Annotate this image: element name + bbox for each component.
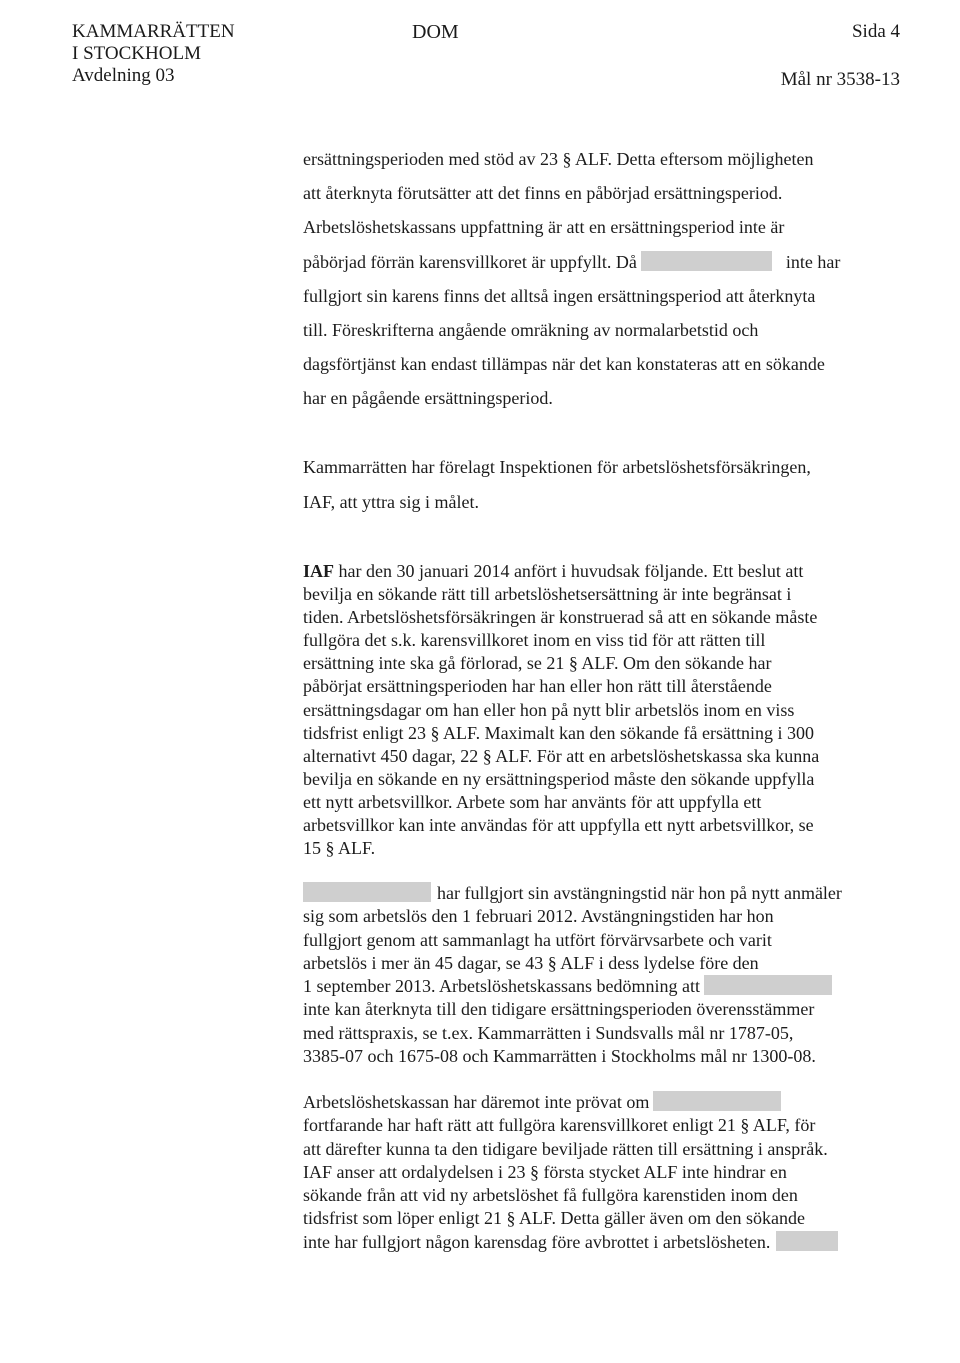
text-fragment: Arbetslöshetskassan har däremot inte prövat om (303, 1092, 650, 1112)
text-line: ersättningsperioden med stöd av 23 § ALF. Detta eftersom möjligheten (303, 149, 814, 169)
paragraph-2 (303, 450, 895, 519)
redaction-box (641, 251, 772, 271)
redaction-box (776, 1231, 838, 1251)
text-line: IAF anser att ordalydelsen i 23 § första stycket ALF inte hindrar en (303, 1161, 787, 1182)
text-line: ersättning inte ska gå förlorad, se 21 § ALF. Om den sökande har (303, 653, 772, 674)
page-number: Sida 4 (851, 21, 900, 42)
text-line: Kammarrätten har förelagt Inspektionen för arbetslöshetsförsäkringen, (303, 457, 811, 477)
paragraph-3 (303, 560, 895, 860)
text-line: sig som arbetslös den 1 februari 2012. Avstängningstiden har hon (303, 906, 774, 927)
text-line: arbetslös i mer än 45 dagar, se 43 § ALF i dess lydelse före den (303, 952, 759, 973)
text-line: tiden. Arbetslöshetsförsäkringen är konstruerad så att en sökande måste (303, 607, 818, 628)
text-line: påbörjat ersättningsperioden har han eller hon rätt till återstående (303, 676, 772, 697)
paragraph-5 (303, 1091, 895, 1254)
text-line (303, 882, 895, 905)
text-line (303, 1091, 895, 1114)
redaction-box (303, 882, 431, 902)
text-line: sökande från att vid ny arbetslöshet få fullgöra karenstiden inom den (303, 1185, 798, 1206)
division-label: Avdelning 03 (72, 65, 175, 86)
text-line: IAF, att yttra sig i målet. (303, 491, 480, 512)
text-line: 15 § ALF. (303, 838, 376, 859)
text-line: dagsförtjänst kan endast tillämpas när det kan konstateras att en sökande (303, 354, 825, 375)
text-line (303, 245, 895, 279)
text-line: att återknyta förutsätter att det finns en påbörjad ersättningsperiod. (303, 183, 783, 204)
bold-abbreviation: IAF (303, 561, 334, 581)
text-line: att därefter kunna ta den tidigare beviljade rätten till ersättning i anspråk. (303, 1138, 828, 1159)
text-line: tidsfrist som löper enligt 21 § ALF. Detta gäller även om den sökande (303, 1208, 805, 1229)
document-type: DOM (412, 21, 459, 43)
paragraph-4 (303, 882, 895, 1068)
text-line: ersättningsdagar om han eller hon på nytt blir arbetslös inom en viss (303, 699, 795, 720)
case-number: Mål nr 3538-13 (780, 69, 900, 90)
text-line: arbetsvillkor kan inte användas för att uppfylla ett nytt arbetsvillkor, se (303, 815, 814, 836)
paragraph-1 (303, 142, 895, 416)
text-line: fortfarande har haft rätt att fullgöra karensvillkoret enligt 21 § ALF, för (303, 1115, 816, 1136)
text-fragment: har fullgjort sin avstängningstid när hon på nytt anmäler (437, 883, 842, 903)
text-line: bevilja en sökande rätt till arbetslöshetsersättning är inte begränsat i (303, 584, 792, 605)
text-line: tidsfrist enligt 23 § ALF. Maximalt kan den sökande få ersättning i 300 (303, 722, 814, 743)
redaction-box (653, 1091, 781, 1111)
text-fragment: 1 september 2013. Arbetslöshetskassans bedömning att (303, 976, 700, 997)
text-line: fullgöra det s.k. karensvillkoret inom en viss tid för att rätten till (303, 630, 766, 651)
text-line: inte kan återknyta till den tidigare ersättningsperioden överensstämmer (303, 999, 815, 1020)
court-name-line1: KAMMARRÄTTEN (72, 21, 235, 42)
text-line: fullgjort sin karens finns det alltså ingen ersättningsperiod att återknyta (303, 285, 816, 306)
text-line (303, 560, 895, 583)
text-line: Arbetslöshetskassans uppfattning är att en ersättningsperiod inte är (303, 217, 785, 238)
text-fragment: inte har fullgjort någon karensdag före avbrottet i arbetslösheten. (303, 1231, 771, 1252)
text-line: bevilja en sökande en ny ersättningsperiod måste den sökande uppfylla (303, 768, 815, 789)
text-fragment: inte har (785, 251, 841, 272)
text-line (303, 1231, 895, 1254)
text-line: med rättspraxis, se t.ex. Kammarrätten i Sundsvalls mål nr 1787-05, (303, 1022, 794, 1043)
redaction-box (704, 975, 832, 995)
text-line: till. Föreskrifterna angående omräkning av normalarbetstid och (303, 320, 759, 341)
text-line (303, 975, 895, 998)
text-fragment: har den 30 januari 2014 anfört i huvudsak följande. Ett beslut att (334, 561, 804, 581)
text-line: 3385-07 och 1675-08 och Kammarrätten i Stockholms mål nr 1300-08. (303, 1046, 816, 1067)
court-name (72, 21, 235, 87)
text-line: alternativt 450 dagar, 22 § ALF. För att en arbetslöshetskassa ska kunna (303, 745, 820, 766)
text-line: fullgjort genom att sammanlagt ha utfört förvärvsarbete och varit (303, 929, 772, 950)
text-line: ett nytt arbetsvillkor. Arbete som har använts för att uppfylla ett (303, 791, 762, 812)
court-name-line2: I STOCKHOLM (72, 43, 201, 64)
text-fragment: påbörjad förrän karensvillkoret är uppfyllt. Då (303, 251, 637, 272)
text-line: har en pågående ersättningsperiod. (303, 388, 553, 409)
